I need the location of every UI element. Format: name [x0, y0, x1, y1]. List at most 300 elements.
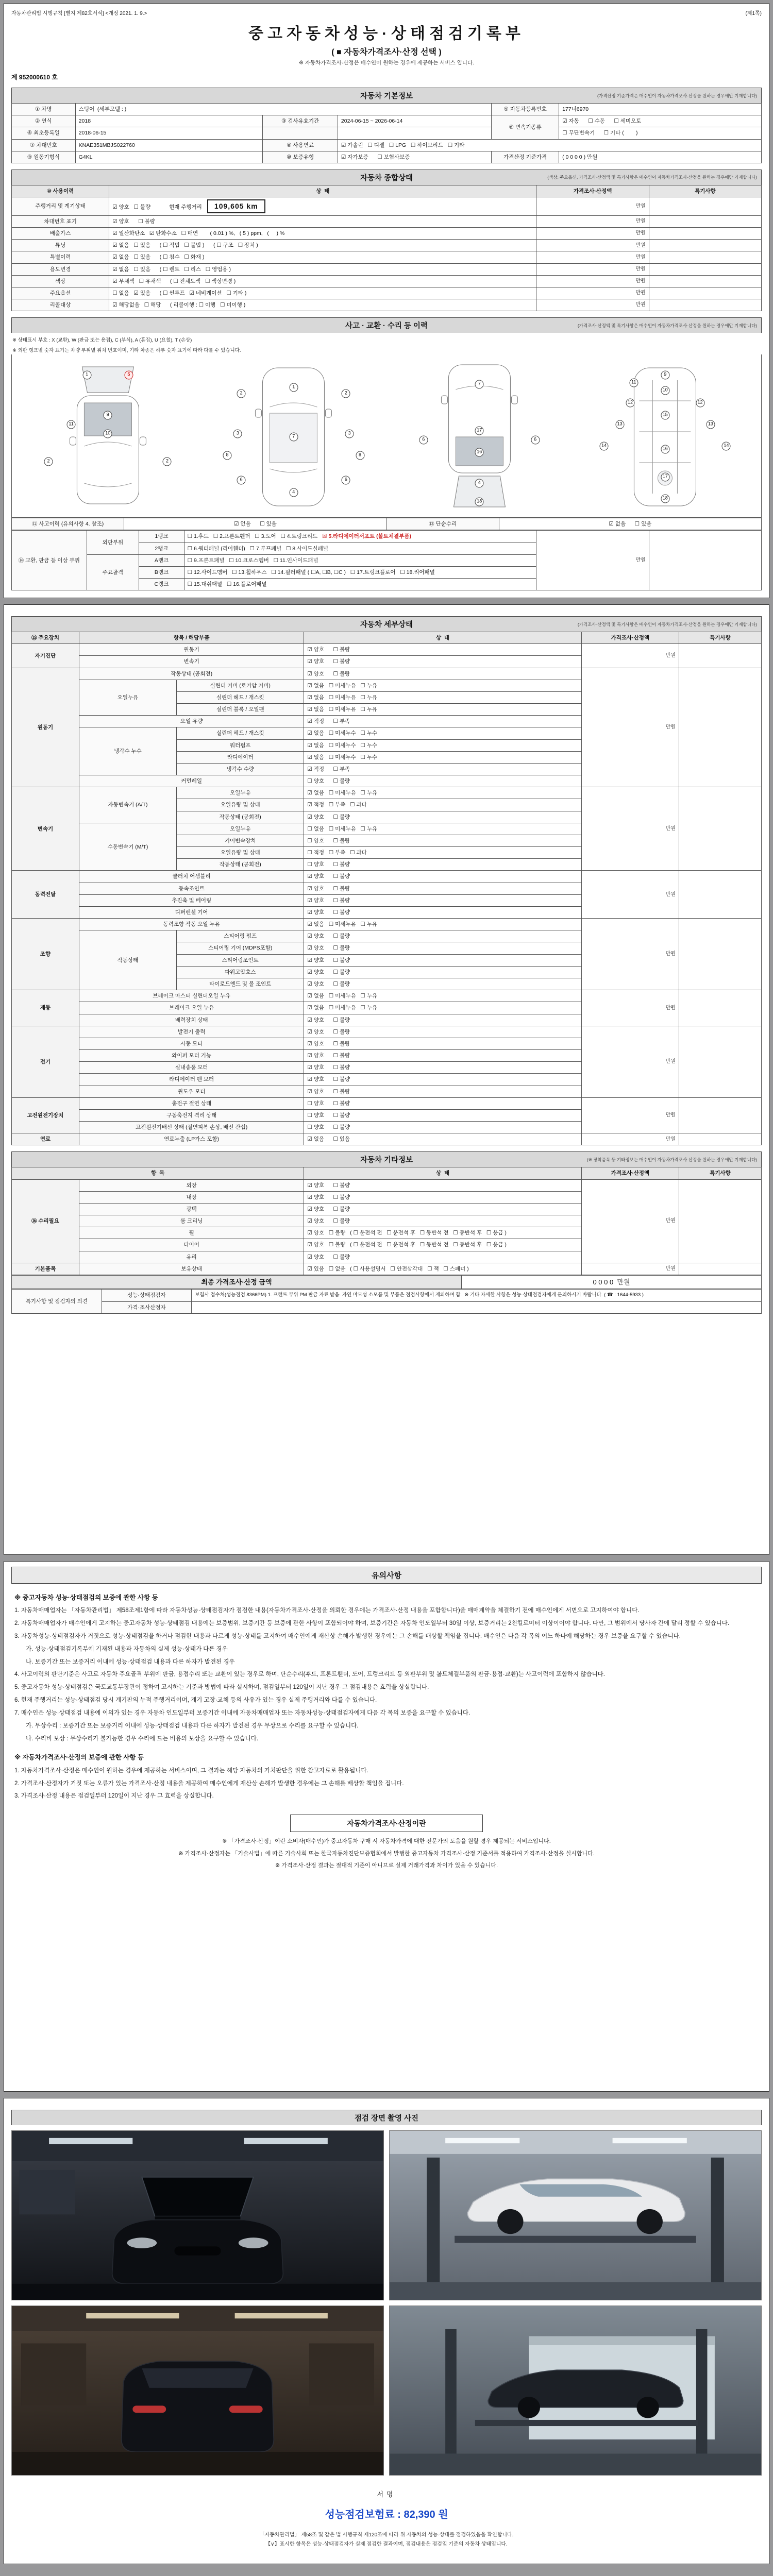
table-cell: ☑ 없음 ☐ 미세누유 ☐ 누유 [304, 704, 581, 716]
table-cell: 타이로드엔드 및 볼 조인트 [177, 978, 304, 990]
table-cell: 주요옵션 [12, 287, 109, 299]
table-cell: 타이어 [79, 1239, 304, 1251]
table-cell: 만원 [581, 1097, 679, 1133]
table-cell: ☑ 없음 ☐ 미세누유 ☐ 누유 [304, 919, 581, 930]
table-cell: 광택 [79, 1203, 304, 1215]
table-cell: ☐ 양호 ☐ 불량 [304, 775, 581, 787]
table-cell: 동력전달 [12, 871, 79, 919]
table-cell: ☐ 12.사이드멤버 ☐ 13.휠하우스 ☐ 14.필러패널 ( ☐A, ☐B, ☐C ) ☐ 17.트렁크플로어 ☐ 18.리어패널 [184, 566, 536, 578]
table-cell: ☑ 양호 ☐ 불량 [304, 1026, 581, 1038]
etc-info-table [11, 1167, 762, 1275]
table-cell: 자기진단 [12, 644, 79, 668]
part-number-badge-6: 6 [237, 476, 246, 485]
table-cell: ☑ 적정 ☐ 부족 [304, 716, 581, 727]
table-cell: 만원 [536, 228, 649, 240]
table-cell: ☑ 양호 ☐ 불량 [304, 930, 581, 942]
part-number-badge-6: 6 [419, 436, 428, 445]
table-cell: ☑ 없음 ☐ 미세누수 ☐ 누수 [304, 727, 581, 739]
basic-info-table [11, 103, 762, 163]
table-cell: 만원 [581, 644, 679, 668]
table-cell [184, 531, 536, 543]
table-cell: 동력조향 작동 오일 누유 [79, 919, 304, 930]
overall-condition-table [11, 185, 762, 311]
table-cell [649, 275, 761, 287]
first-registration-value: 2018-06-15 [75, 127, 263, 139]
part-number-badge-7: 7 [475, 380, 484, 389]
table-cell: ☑ 없음 ☐ 있음 [304, 1133, 581, 1145]
inspection-insurance-fee [11, 2506, 762, 2521]
table-cell: 라디에이터 [177, 751, 304, 763]
part-number-badge-11: 11 [67, 420, 76, 429]
exchange-repair-parts-table [11, 530, 762, 590]
table-cell: 디퍼렌셜 기어 [79, 906, 304, 918]
repair-needed-label: ⑯ 수리필요 [12, 1179, 79, 1263]
table-cell: 오일누유 [177, 823, 304, 835]
field-label-car-name: ① 차명 [12, 104, 76, 115]
table-cell: ☑ 양호 ☐ 불량 ( ☐ 운전석 전 ☐ 운전석 후 ☐ 동반석 전 ☐ 동반석 후 ☐ 응급 ) [304, 1227, 581, 1239]
footer-line: 「자동차관리법」 제58조 및 같은 법 시행규칙 제120조에 따라 위 자동차의 성능·상태를 점검하였음을 확인합니다. [259, 2532, 514, 2538]
fuel-options: ☑ 가솔린 ☐ 디젤 ☐ LPG ☐ 하이브리드 ☐ 기타 [338, 139, 761, 151]
notice-line: 가. 성능·상태점검기록부에 기재된 내용과 자동차의 실제 성능·상태가 다른 경우 [26, 1646, 228, 1652]
overall-header-price: 가격조사·산정액 [536, 185, 649, 197]
table-cell: 실린더 블록 / 오일팬 [177, 704, 304, 716]
overall-condition-table [11, 185, 762, 311]
part-number-badge-13: 13 [706, 420, 715, 429]
table-cell: 만원 [581, 990, 679, 1026]
table-cell: 전기 [12, 1026, 79, 1097]
table-cell: 브레이크 마스터 실린더오일 누유 [79, 990, 304, 1002]
table-cell: 리콜대상 [12, 299, 109, 311]
table-cell: ☑ 양호 ☐ 불량 [304, 871, 581, 883]
field-label-warranty-type: ⑩ 보증유형 [263, 151, 338, 163]
section-note-overall: (색상, 주요옵션, 가격조사·산정액 및 특기사항은 매수인이 자동차가격조사·산정을 원하는 경우에만 기재합니다) [547, 175, 757, 180]
table-cell: ☑ 있음 ☐ 없음 ( ☐ 사용설명서 ☐ 안전삼각대 ☐ 잭 ☐ 스패너 ) [304, 1263, 581, 1275]
table-cell [679, 1133, 761, 1145]
table-cell: ☑ 양호 ☐ 불량 [304, 1050, 581, 1062]
reg-no-value: 177너6970 [559, 104, 762, 115]
basic-items-label: 기본품목 [12, 1263, 79, 1275]
notice-line: 2. 가격조사·산정자가 거짓 또는 오류가 있는 가격조사·산정 내용을 제공하여 매수인에게 재산상 손해가 발생한 경우에는 그 손해를 배상할 책임을 집니다. [14, 1780, 404, 1787]
notice-line: ※ 자동차가격조사·산정의 보증에 관한 사항 등 [14, 1754, 144, 1761]
part-number-badge-17: 17 [475, 427, 484, 435]
table-cell: 주행거리 및 계기상태 [12, 197, 109, 216]
page-marker: (제1쪽) [745, 11, 762, 16]
table-cell: 만원 [536, 197, 649, 216]
form-reference: 자동차관리법 시행규칙 [별지 제82호서식] <개정 2021. 1. 9.> [11, 11, 147, 16]
table-cell: 실내송풍 모터 [79, 1062, 304, 1074]
table-cell: ☑ 양호 ☐ 불량 [304, 954, 581, 966]
vin-value: KNAE351MBJS022760 [75, 139, 263, 151]
final-price-value: 0 0 0 0 만원 [462, 1275, 762, 1289]
pricing-definition-title: 자동차가격조사·산정이란 [290, 1815, 483, 1832]
table-cell: 만원 [581, 1263, 679, 1275]
etc-info-table [11, 1167, 762, 1275]
table-cell: ☑ 양호 ☐ 불량 [304, 1086, 581, 1097]
pricing-definition-line: ※ 「가격조사·산정」이란 소비자(매수인)가 중고자동차 구매 시 자동차가격에 대한 전문가의 도움을 원할 경우 제공되는 서비스입니다. [222, 1838, 551, 1845]
inspection-photo-grid [11, 2130, 762, 2476]
inspection-photo-1 [11, 2130, 384, 2300]
detail-header-price: 가격조사·산정액 [581, 632, 679, 644]
marked-part-radiator-support: ☒ 5.라디에이터서포트 (볼트체결부품) [322, 533, 411, 540]
table-cell: ☑ 없음 ☐ 미세누수 ☐ 누수 [304, 739, 581, 751]
section-note-basic: (가격산정 기준가격은 매수인이 자동차가격조사·산정을 원하는 경우에만 기재합니다) [597, 93, 757, 98]
part-number-badge-7: 7 [289, 433, 298, 442]
notice-title: 유의사항 [11, 1567, 762, 1584]
inspector-label: 성능·상태점검자 [102, 1290, 192, 1301]
photo-white-car-on-lift [390, 2131, 761, 2300]
final-price-table [11, 1275, 762, 1290]
table-cell: 변속기 [79, 656, 304, 668]
table-cell: ☐ 양호 ☐ 불량 [304, 859, 581, 871]
table-cell: ☑ 양호 ☐ 불량 [304, 1215, 581, 1227]
accident-summary-table [11, 518, 762, 530]
model-year-value: 2018 [75, 115, 263, 127]
table-cell: 구동축전지 격리 상태 [79, 1109, 304, 1121]
table-cell [679, 668, 761, 787]
table-cell: 자동변속기 (A/T) [79, 787, 176, 823]
table-cell [679, 1026, 761, 1097]
field-label-vin: ⑦ 차대번호 [12, 139, 76, 151]
table-cell: 시동 모터 [79, 1038, 304, 1049]
detail-header-state: 상 태 [304, 632, 581, 644]
pricing-definition-line: ※ 가격조사·산정 결과는 절대적 기준이 아니므로 실제 거래가격과 차이가 있을 수 있습니다. [275, 1862, 498, 1869]
photo-dark-garage-hood-open [12, 2131, 383, 2300]
section-note-etc: (※ 장착품목 등 기타정보는 매수인이 자동차가격조사·산정을 원하는 경우에만 기재합니다) [586, 1157, 757, 1162]
notice-line: 3. 가격조사·산정 내용은 점검일부터 120일이 지난 경우 그 효력을 상실합니다. [14, 1793, 214, 1800]
fee-value: 82,390 원 [404, 2509, 448, 2520]
table-cell: ☑ 양호 ☐ 불량 [304, 1179, 581, 1191]
table-cell: 추진축 및 베어링 [79, 894, 304, 906]
table-cell: ☐ 양호 ☐ 불량 [304, 1122, 581, 1133]
part-number-badge-18: 18 [475, 498, 484, 506]
car-name-value: 스팅어 (세부모델 : ) [75, 104, 492, 115]
table-cell: ☑ 해당없음 ☐ 해당 ( 리콜이행 : ☐ 이행 ☐ 미이행 ) [109, 299, 536, 311]
table-cell: 원동기 [79, 644, 304, 656]
table-cell: ☐ 9.프론트패널 ☐ 10.크로스멤버 ☐ 11.인사이드패널 [184, 554, 536, 566]
detail-header-device: ⑮ 주요장치 [12, 632, 79, 644]
table-cell: 연료누출 (LP가스 포함) [79, 1133, 304, 1145]
transmission-options-1: ☑ 자동 ☐ 수동 ☐ 세미오토 [559, 115, 762, 127]
part-number-badge-4: 4 [475, 479, 484, 488]
table-cell [649, 240, 761, 251]
photo-car-on-lift-open-door [390, 2306, 761, 2475]
table-cell: 만원 [536, 240, 649, 251]
car-outline-underbody [578, 360, 752, 514]
table-cell: 작동상태 (공회전) [79, 668, 304, 680]
table-cell: 작동상태 (공회전) [177, 859, 304, 871]
part-number-badge-3: 3 [233, 430, 242, 438]
title-note: ※ 자동차가격조사·산정은 매수인이 원하는 경우에 제공하는 서비스 입니다. [299, 60, 474, 66]
table-cell: 배력장치 상태 [79, 1014, 304, 1026]
table-cell: 클러치 어셈블리 [79, 871, 304, 883]
table-cell: 만원 [536, 251, 649, 263]
table-cell [649, 197, 761, 216]
table-cell: ☐ 적정 ☐ 부족 ☐ 과다 [304, 847, 581, 859]
part-number-badge-9: 9 [661, 371, 669, 380]
table-cell: 만원 [581, 787, 679, 871]
table-cell: ☑ 양호 ☐ 불량 [109, 215, 536, 227]
notice-line: 2. 자동차매매업자가 매수인에게 고지하는 중고자동차 성능·상태점검 내용에는 보증범위, 보증기간 등 보증에 관한 사항이 포함되어야 하며, 보증기간은 자동차 인도일부터 30일 이상, 보증거리는 2천킬로미터 이상이어야 합니다. 다만, 그 범위에서 당사자 간에 달리 정할 수 있습니다. [14, 1620, 730, 1627]
table-cell: 원동기 [12, 668, 79, 787]
table-cell [649, 215, 761, 227]
table-cell: 오일 유량 [79, 716, 304, 727]
field-label-inspection-period: ③ 검사유효기간 [263, 115, 338, 127]
table-cell: ☑ 양호 ☐ 불량 [304, 1251, 581, 1263]
table-cell: 워터펌프 [177, 739, 304, 751]
table-cell: 만원 [581, 919, 679, 990]
table-cell: ☑ 양호 ☐ 불량 [304, 644, 581, 656]
part-number-badge-2: 2 [342, 389, 350, 398]
detail-header-remarks: 특기사항 [679, 632, 761, 644]
section-title-basic: 자동차 기본정보 [360, 92, 413, 100]
part-number-badge-16: 16 [475, 448, 484, 457]
document-root [0, 3, 773, 2564]
part-number-badge-8: 8 [356, 451, 364, 460]
table-cell [649, 287, 761, 299]
diagram-underbody [578, 360, 752, 514]
table-cell: 만원 [581, 1133, 679, 1145]
table-cell: 발전기 출력 [79, 1026, 304, 1038]
photo-dark-car-rear-workshop [12, 2306, 383, 2475]
cell-part: 현재 주행거리 [169, 204, 202, 211]
field-label-fuel: ⑧ 사용연료 [263, 139, 338, 151]
table-cell [679, 871, 761, 919]
table-cell: 만원 [581, 668, 679, 787]
table-cell: ☑ 양호 ☐ 불량 [304, 1074, 581, 1086]
remarks-table [11, 1289, 762, 1313]
table-cell: 등속조인트 [79, 883, 304, 894]
page-1-basic-overall-accident [4, 3, 769, 598]
table-cell: ☑ 적정 ☐ 부족 ☐ 과다 [304, 799, 581, 811]
part-number-badge-13: 13 [615, 420, 624, 429]
part-number-badge-8: 8 [223, 451, 231, 460]
final-price-label: 최종 가격조사·산정 금액 [12, 1275, 462, 1289]
table-cell: ☑ 없음 ☐ 미세누유 ☐ 누유 [304, 990, 581, 1002]
table-cell: 2랭크 [139, 543, 184, 554]
table-cell: 실린더 커버 (로커암 커버) [177, 680, 304, 691]
table-cell: ☑ 양호 ☐ 불량 [304, 1014, 581, 1026]
section-bar-etc [11, 1151, 762, 1167]
table-cell: 고전원전기배선 상태 (절연피복 손상, 배선 간섭) [79, 1122, 304, 1133]
diagram-top-view [206, 360, 381, 514]
section-title-detail: 자동차 세부상태 [360, 621, 413, 629]
table-cell: 작동상태 (공회전) [177, 811, 304, 823]
notice-line: 3. 자동차성능·상태점검자가 거짓으로 성능·상태점검을 하거나 점검한 내용과 다르게 성능·상태를 고지하여 매수인에게 재산상 손해가 발생한 경우에는 그 손해를 배상할 책임을 집니다. 매수인은 다음 각 목의 어느 하나에 해당하는 경우 보증을 요구할 수 있습니다. [14, 1633, 681, 1639]
section-title-accident: 사고 · 교환 · 수리 등 이력 [345, 322, 428, 331]
table-cell: ☑ 양호 ☐ 불량 ( ☐ 운전석 전 ☐ 운전석 후 ☐ 동반석 전 ☐ 동반석 후 ☐ 응급 ) [304, 1239, 581, 1251]
document-number: 제 952000610 호 [11, 74, 58, 81]
table-cell: 유리 [79, 1251, 304, 1263]
diagram-rear-trunk-open [392, 360, 567, 514]
table-cell: 실린더 헤드 / 개스킷 [177, 727, 304, 739]
table-cell [679, 787, 761, 871]
table-cell: 룸 크리닝 [79, 1215, 304, 1227]
table-cell: 파워고압호스 [177, 966, 304, 978]
table-cell [649, 251, 761, 263]
current-mileage: 109,605 km [207, 199, 265, 213]
damage-code-legend: ※ 상태표시 부호 : X (교환), W (판금 또는 용접), C (부식), A (흠집), U (요철), T (손상) [12, 337, 192, 344]
part-number-badge-5: 5 [124, 371, 133, 380]
notice-line: 가. 무상수리 : 보증기간 또는 보증거리 이내에 성능·상태점검 내용과 다른 하자가 발견된 경우 무상으로 수리를 요구할 수 있습니다. [26, 1722, 359, 1729]
section-note-accident: (가격조사·산정액 및 특기사항은 매수인이 자동차가격조사·산정을 원하는 경우에만 기재합니다) [577, 323, 757, 328]
table-cell: 만원 [581, 871, 679, 919]
part-number-badge-2: 2 [237, 389, 246, 398]
table-cell [649, 299, 761, 311]
diagram-front-hood-open [21, 360, 195, 514]
etc-header-item: 항 목 [12, 1167, 304, 1179]
table-cell: ☑ 양호 ☐ 불량 [304, 656, 581, 668]
remarks-table [11, 1289, 762, 1313]
table-cell [679, 1097, 761, 1133]
table-cell: 만원 [536, 263, 649, 275]
inspector-remarks: 보험사 접수처(성능점검 8366PM) 1. 프런트 부위 PM 판금 자료 받음. 자연 마모성 소모품 및 부품은 점검사항에서 제외하며 함. ※ 기타 자세한 사항은 성능·상태점검자에게 문의하시기 바랍니다. ( ☎ : 1644-5933 ) [192, 1290, 762, 1301]
inspection-photo-2 [389, 2130, 762, 2300]
detail-header-item: 항목 / 해당부품 [79, 632, 304, 644]
table-cell: 용도변경 [12, 263, 109, 275]
table-cell: 휠 [79, 1227, 304, 1239]
table-cell: ☑ 양호 ☐ 불량 [304, 942, 581, 954]
table-cell [679, 644, 761, 668]
exchange-repair-label: ⑭ 교환, 판금 등 이상 부위 [12, 531, 87, 590]
cell-part: ☑ 양호 ☐ 불량 [112, 204, 151, 211]
inspection-photo-4 [389, 2306, 762, 2476]
page-3-notice [4, 1561, 769, 2092]
table-cell: 냉각수 수량 [177, 763, 304, 775]
section-title-etc: 자동차 기타정보 [360, 1156, 413, 1165]
table-cell [109, 197, 536, 216]
overall-header-state: 상 태 [109, 185, 536, 197]
table-cell: ☑ 양호 ☐ 불량 [304, 978, 581, 990]
field-label-base-price: 가격산정 기준가격 [492, 151, 559, 163]
table-cell: ☑ 양호 ☐ 불량 [304, 811, 581, 823]
table-cell: 커먼레일 [79, 775, 304, 787]
section-bar-basic-info [11, 88, 762, 103]
table-cell: 충전구 절연 상태 [79, 1097, 304, 1109]
table-cell: 스티어링 펌프 [177, 930, 304, 942]
table-cell: 외장 [79, 1179, 304, 1191]
part-number-badge-16: 16 [661, 445, 669, 454]
simple-repair-value: ☑ 없음 ☐ 있음 [499, 518, 761, 530]
table-cell: 스티어링조인트 [177, 954, 304, 966]
fee-label: 성능점검보험료 : [325, 2509, 401, 2520]
overall-header-remarks: 특기사항 [649, 185, 761, 197]
table-cell: 라디에이터 팬 모터 [79, 1074, 304, 1086]
part-number-badge-15: 15 [661, 411, 669, 420]
table-cell: 윈도우 모터 [79, 1086, 304, 1097]
section-title-overall: 자동차 종합상태 [360, 174, 413, 182]
field-label-model-year: ② 연식 [12, 115, 76, 127]
table-cell: 주요골격 [87, 554, 139, 590]
table-cell [263, 127, 338, 139]
part-number-badge-6: 6 [342, 476, 350, 485]
exchange-repair-parts-table [11, 530, 762, 590]
final-price-table [11, 1275, 762, 1290]
notice-line: 나. 보증기간 또는 보증거리 이내에 성능·상태점검 내용과 다른 하자가 발견된 경우 [26, 1658, 235, 1665]
section-bar-detail [11, 616, 762, 632]
footer-line: 【∨】표시한 항목은 성능·상태점검자가 실제 점검한 결과이며, 점검내용은 점검일 기준의 자동차 상태입니다. [265, 2541, 508, 2547]
table-cell: 배출가스 [12, 228, 109, 240]
footer-notes [11, 2530, 762, 2547]
part-number-badge-11: 11 [629, 379, 638, 387]
detail-condition-table [11, 632, 762, 1145]
table-cell: 오일누유 [177, 787, 304, 799]
part-number-badge-18: 18 [661, 495, 669, 503]
inspection-period-value: 2024-06-15 ~ 2026-06-14 [338, 115, 491, 127]
notice-line: 나. 수리비 보상 : 무상수리가 불가능한 경우 수리에 드는 비용의 보상을 요구할 수 있습니다. [26, 1735, 259, 1742]
part-number-badge-14: 14 [722, 442, 731, 451]
page-2-detail-etc [4, 604, 769, 1555]
table-cell: ☑ 적정 ☐ 부족 [304, 763, 581, 775]
table-cell: ☑ 없음 ☐ 있음 ( ☐ 침수 ☐ 화재 ) [109, 251, 536, 263]
table-cell: 연료 [12, 1133, 79, 1145]
detail-condition-table [11, 632, 762, 1145]
table-cell: ☑ 없음 ☐ 미세누수 ☐ 누수 [304, 751, 581, 763]
part-number-badge-3: 3 [345, 430, 354, 438]
part-number-badge-10: 10 [661, 386, 669, 395]
accident-summary-table [11, 518, 762, 530]
field-label-engine-type: ⑨ 원동기형식 [12, 151, 76, 163]
table-cell [338, 127, 491, 139]
part-number-badge-17: 17 [661, 473, 669, 482]
table-cell: 브레이크 오일 누유 [79, 1002, 304, 1014]
table-cell [679, 1263, 761, 1275]
table-cell: 오일유량 및 상태 [177, 847, 304, 859]
table-cell: 튜닝 [12, 240, 109, 251]
basic-info-table [11, 103, 762, 163]
etc-header-state: 상 태 [304, 1167, 581, 1179]
table-cell: B랭크 [139, 566, 184, 578]
table-cell: 특별이력 [12, 251, 109, 263]
remarks-block-label: 특기사항 및 점검자의 의견 [12, 1290, 102, 1313]
table-cell: 냉각수 누수 [79, 727, 176, 775]
table-cell [679, 919, 761, 990]
signature-label: 서명 [377, 2490, 396, 2498]
table-cell: ☑ 양호 ☐ 불량 [304, 1062, 581, 1074]
field-label-transmission: ⑥ 변속기종류 [492, 115, 559, 139]
table-cell: 내장 [79, 1191, 304, 1203]
table-cell: 보유상태 [79, 1263, 304, 1275]
table-cell: ☑ 없음 ☐ 미세누유 ☐ 누유 [304, 691, 581, 703]
table-cell: 수동변속기 (M/T) [79, 823, 176, 871]
rank-number-legend: ※ 외판 랭크별 숫자 표기는 차량 부위별 위치 번호이며, 기타 차종은 하부 숫자 표기에 따라 다를 수 있습니다. [12, 348, 241, 354]
part-number-badge-1: 1 [289, 383, 298, 392]
table-cell: 오일유량 및 상태 [177, 799, 304, 811]
table-cell: 고전원전기장치 [12, 1097, 79, 1133]
warranty-options: ☑ 자가보증 ☐ 보험사보증 [338, 151, 491, 163]
table-cell: ☐ 6.쿼터패널 (리어휀더) ☐ 7.루프패널 ☐ 8.사이드실패널 [184, 543, 536, 554]
table-cell [649, 531, 761, 590]
pricing-definition-body [11, 1837, 762, 1871]
table-cell [679, 990, 761, 1026]
notice-line: 1. 자동차매매업자는 「자동차관리법」 제58조제1항에 따라 자동차성능·상태점검자가 점검한 내용(자동차가격조사·산정을 의뢰한 경우에는 가격조사·산정 내용을 포함합니다)을 매매계약을 체결하기 전에 매수인에게 서면으로 고지하여야 합니다. [14, 1607, 640, 1614]
table-cell [649, 263, 761, 275]
table-cell: ☐ 없음 ☐ 미세누유 ☐ 누유 [304, 823, 581, 835]
part-number-badge-9: 9 [104, 411, 112, 420]
title-subtitle: ( ■ 자동차가격조사·산정 선택 ) [331, 48, 442, 57]
emission-values: ☑ 일산화탄소 ☑ 탄화수소 ☐ 매연 ( 0.01 ) %, ( 5 ) ppm, ( ) % [109, 228, 536, 240]
transmission-options-2: ☐ 무단변속기 ☐ 기타 ( ) [559, 127, 762, 139]
table-cell: ☐ 양호 ☐ 불량 [304, 835, 581, 846]
table-cell: C랭크 [139, 579, 184, 590]
part-number-badge-12: 12 [696, 399, 704, 408]
table-cell: ☑ 양호 ☐ 불량 [304, 883, 581, 894]
part-number-badge-12: 12 [626, 399, 634, 408]
section-bar-overall [11, 170, 762, 185]
page-4-photos-signature [4, 2098, 769, 2564]
table-cell [649, 228, 761, 240]
table-cell: 실린더 헤드 / 개스킷 [177, 691, 304, 703]
part-number-badge-1: 1 [82, 371, 91, 380]
